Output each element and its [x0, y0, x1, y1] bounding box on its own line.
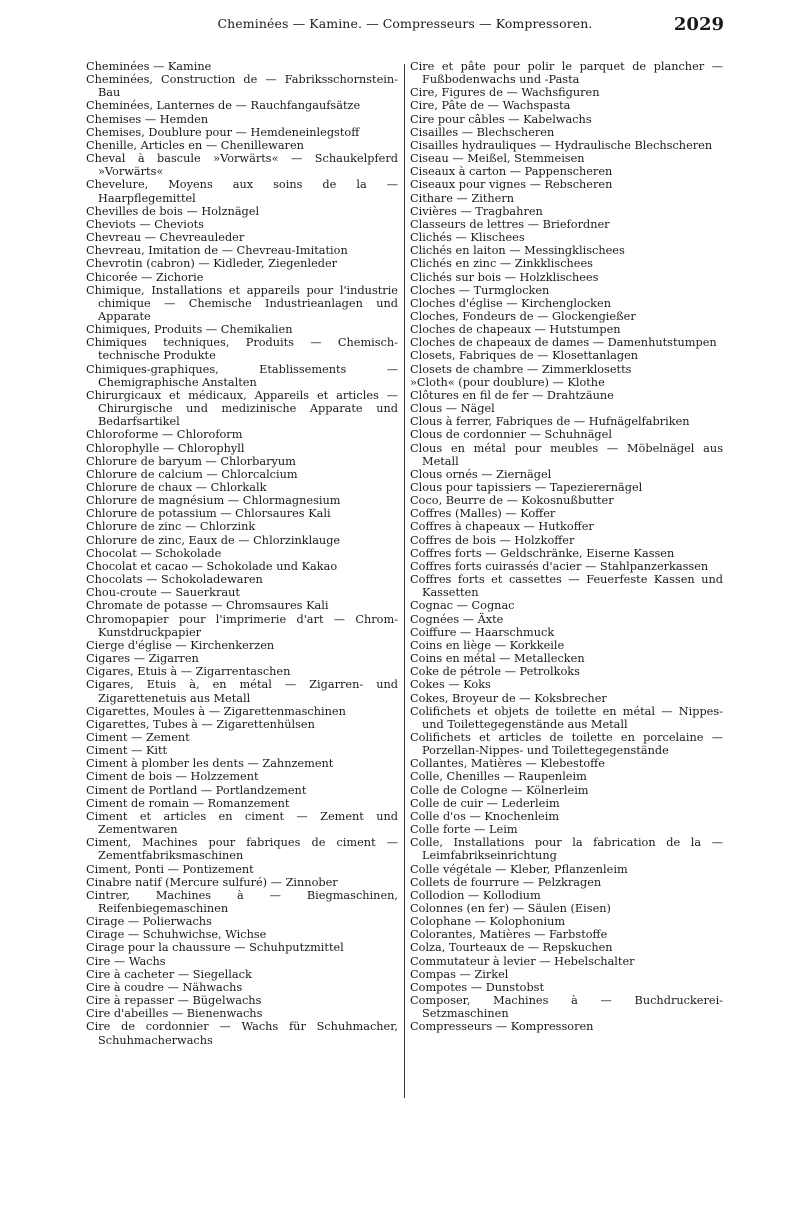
index-entry: Chlorure de zinc — Chlorzink: [86, 520, 256, 534]
index-entry: Cirage — Schuhwichse, Wichse: [86, 928, 267, 942]
index-entry: Ciment, Machines pour fabriques de ciment — Zementfabriksmaschinen: [86, 836, 398, 863]
index-entry: Cheminées, Construction de — Fabriksschornstein-Bau: [86, 73, 398, 100]
index-entry: Coins en métal — Metallecken: [410, 652, 585, 666]
index-entry: Cire — Wachs: [86, 954, 166, 968]
index-entry: Chou-croute — Sauerkraut: [86, 586, 240, 600]
index-entry: Cinabre natif (Mercure sulfuré) — Zinnober: [86, 875, 338, 889]
index-entry: Clous ornés — Ziernägel: [410, 467, 552, 481]
index-entry: Chevilles de bois — Holznägel: [86, 204, 260, 218]
index-entry: Chemises, Doublure pour — Hemdeneinlegstoff: [86, 125, 360, 139]
index-entry: Chlorophylle — Chlorophyll: [86, 441, 245, 455]
running-title: Cheminées — Kamine. — Compresseurs — Kompressoren.: [217, 16, 593, 31]
index-entry: Ciment — Kitt: [86, 744, 168, 758]
index-entry: Colle de cuir — Lederleim: [410, 796, 560, 810]
index-entry: Colle forte — Leim: [410, 823, 518, 837]
index-entry: Colza, Tourteaux de — Repskuchen: [410, 941, 613, 955]
index-entry: Cisailles hydrauliques — Hydraulische Blechscheren: [410, 138, 713, 152]
index-entry: Cigarettes, Tubes à — Zigarettenhülsen: [86, 717, 315, 731]
index-entry: Chenille, Articles en — Chenillewaren: [86, 138, 304, 152]
index-entry: Coffres forts et cassettes — Feuerfeste Kassen und Kassetten: [410, 573, 723, 600]
index-entry: Classeurs de lettres — Briefordner: [410, 217, 610, 231]
index-entry: Cierge d'église — Kirchenkerzen: [86, 638, 275, 652]
index-entry: Cigares, Etuis à — Zigarrentaschen: [86, 665, 291, 679]
index-entry: Ciment de Portland — Portlandzement: [86, 783, 307, 797]
index-entry: Chirurgicaux et médicaux, Appareils et articles — Chirurgische und medizinische Apparate und Bedarfsartikel: [86, 388, 398, 429]
index-entry: Commutateur à levier — Hebelschalter: [410, 954, 635, 968]
index-entry: Cloches d'église — Kirchenglocken: [410, 296, 611, 310]
index-entry: Ciment de bois — Holzzement: [86, 770, 259, 784]
index-entry: Chimiques-graphiques, Etablissements — Chemigraphische Anstalten: [86, 362, 398, 389]
index-entry: Clichés sur bois — Holzklischees: [410, 270, 599, 284]
index-entry: Chocolats — Schokoladewaren: [86, 573, 263, 587]
index-entry: Cire à repasser — Bügelwachs: [86, 994, 262, 1008]
index-entry: Coke de pétrole — Petrolkoks: [410, 665, 580, 679]
index-entry: Cloches de chapeaux de dames — Damenhutstumpen: [410, 336, 717, 350]
index-entry: Colle végétale — Kleber, Pflanzenleim: [410, 862, 628, 876]
index-entry: Chloroforme — Chloroform: [86, 428, 243, 442]
index-entry: Cloches, Fondeurs de — Glockengießer: [410, 309, 636, 323]
index-entry: Colifichets et objets de toilette en métal — Nippes- und Toilettegegenstände aus Metall: [410, 704, 723, 731]
index-entry: Colle de Cologne — Kölnerleim: [410, 783, 589, 797]
index-entry: Chlorure de zinc, Eaux de — Chlorzinklauge: [86, 533, 341, 547]
page-number: 2029: [673, 14, 724, 35]
index-entry: Coffres (Malles) — Koffer: [410, 507, 556, 521]
index-entry: Ciment de romain — Romanzement: [86, 796, 290, 810]
index-entry: Chromate de potasse — Chromsaures Kali: [86, 599, 329, 613]
index-entry: Chimiques, Produits — Chemikalien: [86, 323, 293, 337]
column-divider: [404, 64, 405, 1098]
index-entry: Compas — Zirkel: [410, 967, 509, 981]
left-column: [86, 60, 398, 1047]
index-entry: Chevreau, Imitation de — Chevreau-Imitation: [86, 244, 348, 258]
index-entry: Colorantes, Matières — Farbstoffe: [410, 928, 608, 942]
page-header: [86, 14, 724, 36]
index-entry: Cheval à bascule »Vorwärts« — Schaukelpferd »Vorwärts«: [86, 152, 398, 179]
index-entry: Cire à coudre — Nähwachs: [86, 980, 243, 994]
index-entry: Cire de cordonnier — Wachs für Schuhmacher, Schuhmacherwachs: [86, 1020, 398, 1047]
index-entry: Ciment et articles en ciment — Zement und Zementwaren: [86, 809, 398, 837]
index-entry: Clichés — Klischees: [410, 231, 525, 245]
index-entry: Colle d'os — Knochenleim: [410, 809, 560, 823]
index-entry: Ciseaux pour vignes — Rebscheren: [410, 178, 613, 192]
index-entry: Cire pour câbles — Kabelwachs: [410, 112, 592, 126]
index-entry: Clichés en zinc — Zinkklischees: [410, 257, 593, 271]
index-entry: Colonnes (en fer) — Säulen (Eisen): [410, 902, 611, 915]
index-entry: Ciseaux à carton — Pappenscheren: [410, 165, 613, 179]
index-entry: Chemises — Hemden: [86, 112, 209, 126]
index-entry: Coins en liège — Korkkeile: [410, 638, 565, 652]
index-entry: Cirage pour la chaussure — Schuhputzmittel: [86, 941, 344, 955]
index-entry: Colle, Installations pour la fabrication de la — Leimfabrikseinrichtung: [410, 836, 723, 863]
index-entry: Coco, Beurre de — Kokosnußbutter: [410, 494, 614, 508]
index-entry: Cheminées — Kamine: [86, 60, 212, 73]
index-entry: Compotes — Dunstobst: [410, 980, 545, 994]
index-entry: Cire, Pâte de — Wachspasta: [410, 99, 571, 113]
index-entry: Ciseau — Meißel, Stemmeisen: [410, 152, 585, 166]
index-entry: Civières — Tragbahren: [410, 204, 543, 218]
index-entry: Chicorée — Zichorie: [86, 270, 204, 284]
index-entry: Closets de chambre — Zimmerklosetts: [410, 362, 632, 376]
index-entry: Composer, Machines à — Buchdruckerei-Setzmaschinen: [410, 994, 723, 1021]
index-entry: Compresseurs — Kompressoren: [410, 1020, 594, 1034]
index-entry: Clous à ferrer, Fabriques de — Hufnägelfabriken: [410, 415, 690, 429]
index-entry: Cheminées, Lanternes de — Rauchfangaufsätze: [86, 99, 361, 113]
index-entry: Cognées — Äxte: [410, 612, 504, 626]
index-entry: Chlorure de potassium — Chlorsaures Kali: [86, 507, 331, 521]
index-entry: Clous pour tapissiers — Tapezierernägel: [410, 481, 643, 494]
index-entry: Clichés en laiton — Messingklischees: [410, 244, 625, 258]
index-entry: Cire d'abeilles — Bienenwachs: [86, 1007, 263, 1021]
index-entry: Collets de fourrure — Pelzkragen: [410, 875, 602, 889]
index-entry: Chevrotin (cabron) — Kidleder, Ziegenleder: [86, 257, 338, 271]
index-entry: Cokes — Koks: [410, 678, 491, 692]
index-entry: Clous en métal pour meubles — Möbelnägel aus Metall: [410, 441, 723, 468]
index-entry: Cire et pâte pour polir le parquet de plancher — Fußbodenwachs und -Pasta: [410, 60, 723, 87]
index-entry: Cloches — Turmglocken: [410, 283, 550, 297]
index-entry: Cire, Figures de — Wachsfiguren: [410, 86, 600, 100]
index-entry: Cithare — Zithern: [410, 191, 515, 205]
index-entry: Coffres forts — Geldschränke, Eiserne Kassen: [410, 546, 675, 560]
index-entry: Cheviots — Cheviots: [86, 217, 204, 231]
right-column: [410, 60, 723, 1034]
index-entry: Chocolat et cacao — Schokolade und Kakao: [86, 559, 338, 573]
index-entry: Cognac — Cognac: [410, 599, 515, 613]
index-entry: Chlorure de calcium — Chlorcalcium: [86, 467, 298, 481]
index-entry: Ciment à plomber les dents — Zahnzement: [86, 757, 334, 771]
index-entry: Chocolat — Schokolade: [86, 546, 222, 560]
index-entry: Coffres forts cuirassés d'acier — Stahlpanzerkassen: [410, 559, 709, 573]
index-entry: Ciment — Zement: [86, 730, 190, 744]
index-entry: Chevreau — Chevreauleder: [86, 231, 245, 245]
index-entry: Chlorure de magnésium — Chlormagnesium: [86, 494, 341, 508]
index-entry: Chlorure de baryum — Chlorbaryum: [86, 454, 296, 468]
index-entry: Collodion — Kollodium: [410, 888, 541, 902]
index-entry: Coiffure — Haarschmuck: [410, 625, 555, 639]
index-entry: Collantes, Matières — Klebestoffe: [410, 757, 605, 771]
index-entry: Colophane — Kolophonium: [410, 915, 566, 929]
index-entry: Chevelure, Moyens aux soins de la — Haarpflegemittel: [86, 178, 398, 205]
index-entry: Cintrer, Machines à — Biegmaschinen, Reifenbiegemaschinen: [86, 888, 398, 915]
index-entry: Colle, Chenilles — Raupenleim: [410, 770, 587, 784]
index-entry: Cokes, Broyeur de — Koksbrecher: [410, 691, 607, 705]
index-entry: Chimiques techniques, Produits — Chemisch-technische Produkte: [86, 336, 398, 363]
index-entry: Chimique, Installations et appareils pour l'industrie chimique — Chemische Industrieanlagen und Apparate: [86, 283, 398, 323]
index-entry: Ciment, Ponti — Pontizement: [86, 862, 254, 876]
index-entry: Closets, Fabriques de — Klosettanlagen: [410, 349, 639, 363]
index-entry: Clôtures en fil de fer — Drahtzäune: [410, 388, 614, 402]
index-entry: Cigares, Etuis à, en métal — Zigarren- und Zigarettenetuis aus Metall: [86, 678, 398, 705]
index-entry: Cigarettes, Moules à — Zigarettenmaschinen: [86, 704, 346, 718]
index-entry: »Cloth« (pour doublure) — Klothe: [410, 375, 605, 389]
index-entry: Cigares — Zigarren: [86, 652, 199, 666]
index-entry: Chlorure de chaux — Chlorkalk: [86, 481, 267, 494]
index-entry: Cirage — Polierwachs: [86, 915, 212, 929]
index-entry: Chromopapier pour l'imprimerie d'art — Chrom-Kunstdruckpapier: [86, 612, 398, 639]
index-entry: Clous de cordonnier — Schuhnägel: [410, 428, 612, 442]
index-entry: Cloches de chapeaux — Hutstumpen: [410, 323, 621, 337]
index-entry: Cisailles — Blechscheren: [410, 125, 555, 139]
index-entry: Clous — Nägel: [410, 402, 495, 416]
index-entry: Coffres à chapeaux — Hutkoffer: [410, 520, 594, 534]
index-entry: Cire à cacheter — Siegellack: [86, 967, 252, 981]
index-entry: Colifichets et articles de toilette en porcelaine — Porzellan-Nippes- und Toilettegegenstände: [410, 730, 723, 758]
index-entry: Coffres de bois — Holzkoffer: [410, 533, 575, 547]
